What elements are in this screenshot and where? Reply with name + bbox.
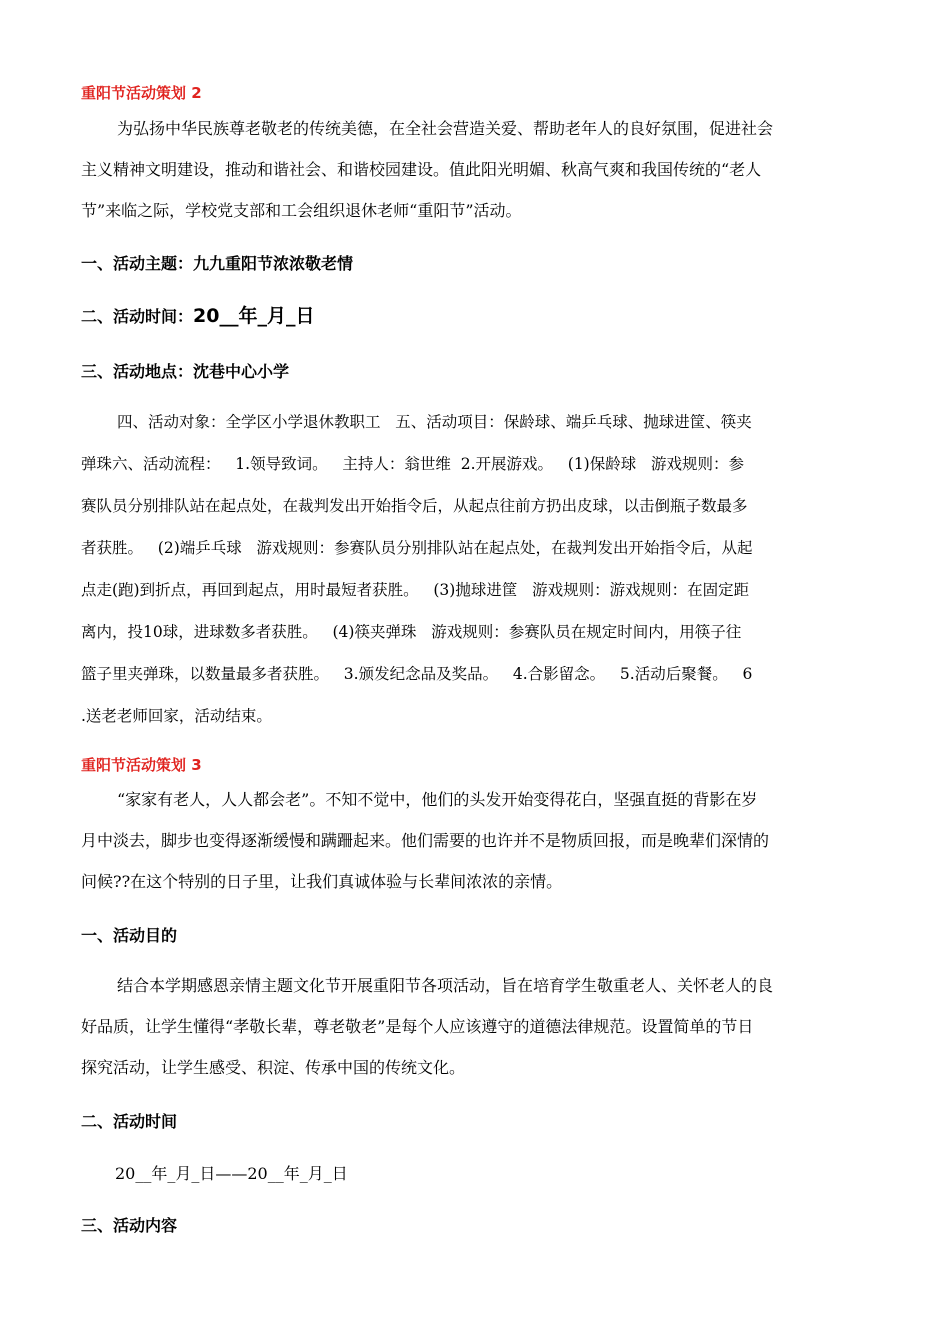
- section3-purpose-line: 探究活动，让学生感受、积淀、传承中国的传统文化。: [81, 1058, 466, 1077]
- section2-place-heading: 三、活动地点：沈巷中心小学: [81, 362, 290, 381]
- section2-title: 重阳节活动策划 2: [81, 84, 202, 102]
- section2-details-line: 者获胜。 (2)端乒乓球 游戏规则：参赛队员分别排队站在起点处，在裁判发出开始指令后，从起: [81, 539, 753, 557]
- section2-details-line: .送老老师回家，活动结束。: [81, 707, 272, 725]
- section2-details-line: 赛队员分别排队站在起点处，在裁判发出开始指令后，从起点往前方扔出皮球，以击倒瓶子数最多: [81, 497, 748, 515]
- section3-title: 重阳节活动策划 3: [81, 756, 202, 774]
- section3-content-heading: 三、活动内容: [81, 1216, 178, 1235]
- section2-details-line: 点走(跑)到折点，再回到起点，用时最短者获胜。 (3)抛球进筐 游戏规则：游戏规则：在固定距: [81, 581, 750, 599]
- section2-intro: [81, 108, 871, 231]
- section3-purpose-heading: 一、活动目的: [81, 926, 178, 945]
- section2-details: [81, 401, 871, 737]
- section3-purpose-line: 结合本学期感恩亲情主题文化节开展重阳节各项活动，旨在培育学生敬重老人、关怀老人的良: [117, 976, 774, 995]
- section3-time-heading: 二、活动时间: [81, 1112, 178, 1131]
- section3-intro-line: “家家有老人，人人都会老”。不知不觉中，他们的头发开始变得花白，坚强直挺的背影在岁: [117, 790, 758, 809]
- section2-intro-line: 为弘扬中华民族尊老敬老的传统美德，在全社会营造关爱、帮助老年人的良好氛围，促进社会: [117, 119, 774, 138]
- section2-details-line: 四、活动对象：全学区小学退休教职工 五、活动项目：保龄球、端乒乓球、抛球进筐、筷夹: [117, 413, 752, 431]
- section2-theme-heading: 一、活动主题：九九重阳节浓浓敬老情: [81, 254, 354, 273]
- section3-intro-line: 问候??在这个特别的日子里，让我们真诚体验与长辈间浓浓的亲情。: [81, 872, 563, 891]
- section2-intro-line: 主义精神文明建设，推动和谐社会、和谐校园建设。值此阳光明媚、秋高气爽和我国传统的“老人: [81, 160, 762, 179]
- section2-intro-line: 节”来临之际，学校党支部和工会组织退休老师“重阳节”活动。: [81, 201, 522, 220]
- section2-details-line: 离内，投10球，进球数多者获胜。 (4)筷夹弹珠 游戏规则：参赛队员在规定时间内，用筷子往: [81, 623, 742, 641]
- section2-details-line: 弹珠六、活动流程： 1.领导致词。 主持人：翁世维 2.开展游戏。 (1)保龄球 游戏规则：参: [81, 455, 745, 473]
- section2-details-line: 篮子里夹弹珠，以数量最多者获胜。 3.颁发纪念品及奖品。 4.合影留念。 5.活动后聚餐。 6: [81, 665, 753, 683]
- section3-time-value: 20__年_月_日——20__年_月_日: [115, 1164, 348, 1183]
- section3-purpose-line: 好品质，让学生懂得“孝敬长辈，尊老敬老”是每个人应该遵守的道德法律规范。设置简单的节日: [81, 1017, 754, 1036]
- section2-time-heading: [81, 305, 871, 328]
- section2-time-label: 二、活动时间：: [81, 307, 194, 326]
- section3-purpose: [81, 965, 871, 1088]
- section2-time-value: 20__年_月_日: [193, 305, 315, 327]
- section3-intro-line: 月中淡去，脚步也变得逐渐缓慢和蹒跚起来。他们需要的也许并不是物质回报，而是晚辈们深情的: [81, 831, 770, 850]
- section3-intro: [81, 779, 871, 902]
